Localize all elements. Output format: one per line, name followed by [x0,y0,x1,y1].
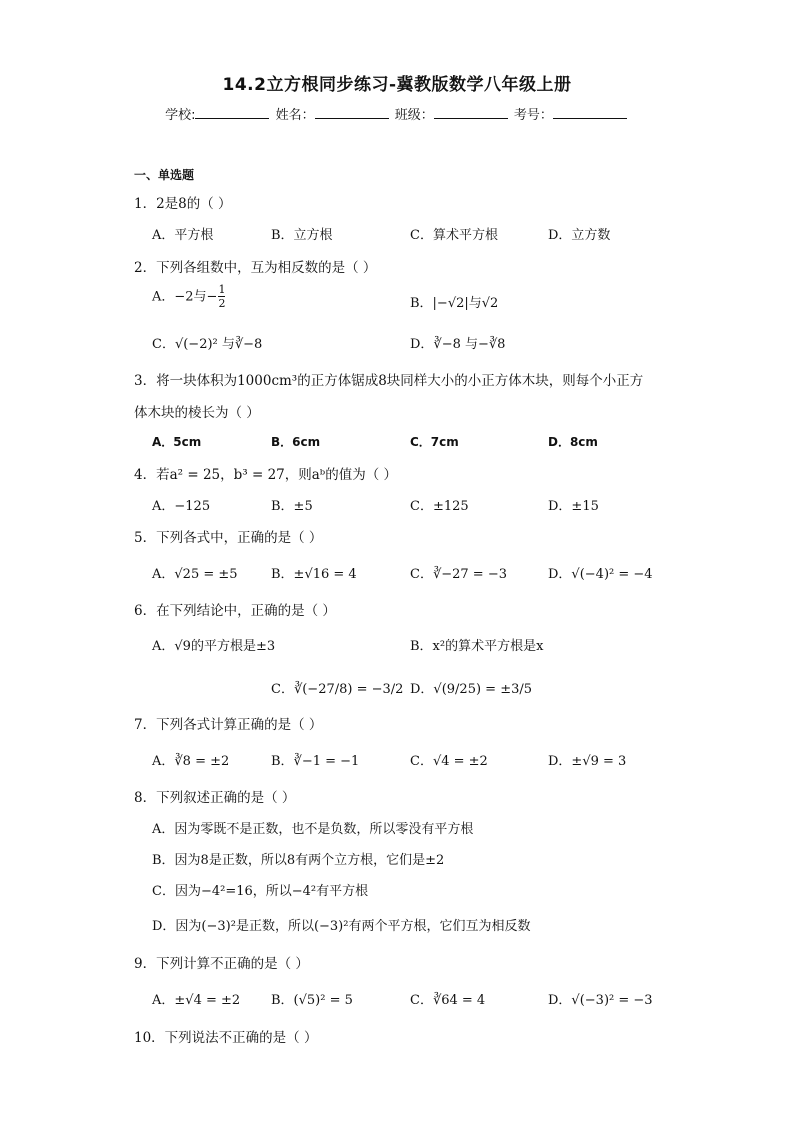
q4-option-c: C．±125 [410,499,469,514]
q1-option-d: D．立方数 [548,228,611,243]
q6-option-d: D．√(9/25) = ±3/5 [410,682,533,697]
q5-option-c: C．∛−27 = −3 [410,567,507,582]
question-3-stem-line1: 3．将一块体积为1000cm³的正方体锯成8块同样大小的小正方体木块，则每个小正方 [134,373,644,389]
page-title: 14.2立方根同步练习-冀教版数学八年级上册 [222,75,572,95]
question-1-stem: 1．2是8的（ ） [134,196,232,212]
question-6-stem: 6．在下列结论中，正确的是（ ） [134,603,336,619]
q6-option-a: A．√9的平方根是±3 [152,639,276,654]
class-label: 班级： [394,108,434,123]
q5-option-a: A．√25 = ±5 [152,567,238,582]
q7-option-b: B．∛−1 = −1 [271,754,360,769]
q3-option-d: D．8cm [548,435,598,449]
q1-option-b: B．立方根 [271,228,333,243]
q8-option-a: A．因为零既不是正数，也不是负数，所以零没有平方根 [152,822,474,837]
q2-option-d: D．∛−8 与−∛8 [410,337,506,352]
q9-option-d: D．√(−3)² = −3 [548,993,653,1008]
q2-option-a [152,284,226,310]
q7-option-d: D．±√9 = 3 [548,754,627,769]
q2-option-b: B．|−√2|与√2 [410,296,499,311]
q6-option-c: C．∛(−27/8) = −3/2 [271,682,404,697]
q3-option-c: C．7cm [410,435,459,449]
q6-option-b: B．x²的算术平方根是x [410,639,544,654]
q7-option-c: C．√4 = ±2 [410,754,488,769]
q3-option-a: A．5cm [152,435,202,449]
school-label: 学校: [165,108,196,123]
q1-option-c: C．算术平方根 [410,228,498,243]
q5-option-b: B．±√16 = 4 [271,567,357,582]
q8-option-d: D．因为(−3)²是正数，所以(−3)²有两个平方根，它们互为相反数 [152,919,531,934]
q7-option-a: A．∛8 = ±2 [152,754,230,769]
q4-option-d: D．±15 [548,499,599,514]
number-blank [553,106,627,119]
question-8-stem: 8．下列叙述正确的是（ ） [134,790,296,806]
section-heading: 一、单选题 [134,168,195,182]
student-info-line [0,104,794,123]
question-9-stem: 9．下列计算不正确的是（ ） [134,956,309,972]
question-5-stem: 5．下列各式中，正确的是（ ） [134,530,323,546]
q9-option-c: C．∛64 = 4 [410,993,486,1008]
question-10-stem: 10．下列说法不正确的是（ ） [134,1030,318,1046]
q5-option-d: D．√(−4)² = −4 [548,567,653,582]
q1-option-a: A．平方根 [152,228,214,243]
question-7-stem: 7．下列各式计算正确的是（ ） [134,717,323,733]
q9-option-b: B．(√5)² = 5 [271,993,353,1008]
q9-option-a: A．±√4 = ±2 [152,993,241,1008]
q2-option-a-text: A．−2与− [152,289,218,305]
fraction-one-half: $\frac{1}{2}$ [218,283,226,310]
school-blank [195,106,269,119]
q8-option-c: C．因为−4²=16，所以−4²有平方根 [152,884,369,899]
class-blank [434,106,508,119]
question-3-stem-line2: 体木块的棱长为（ ） [134,405,260,421]
question-2-stem: 2．下列各组数中，互为相反数的是（ ） [134,260,377,276]
q2-option-c: C．√(−2)² 与∛−8 [152,337,263,352]
q3-option-b: B．6cm [271,435,321,449]
name-blank [315,106,389,119]
q4-option-a: A．−125 [152,499,211,514]
q8-option-b: B．因为8是正数，所以8有两个立方根，它们是±2 [152,853,445,868]
number-label: 考号： [513,108,553,123]
question-4-stem: 4．若a² = 25，b³ = 27，则aᵇ的值为（ ） [134,467,397,483]
name-label: 姓名： [275,108,315,123]
q4-option-b: B．±5 [271,499,313,514]
